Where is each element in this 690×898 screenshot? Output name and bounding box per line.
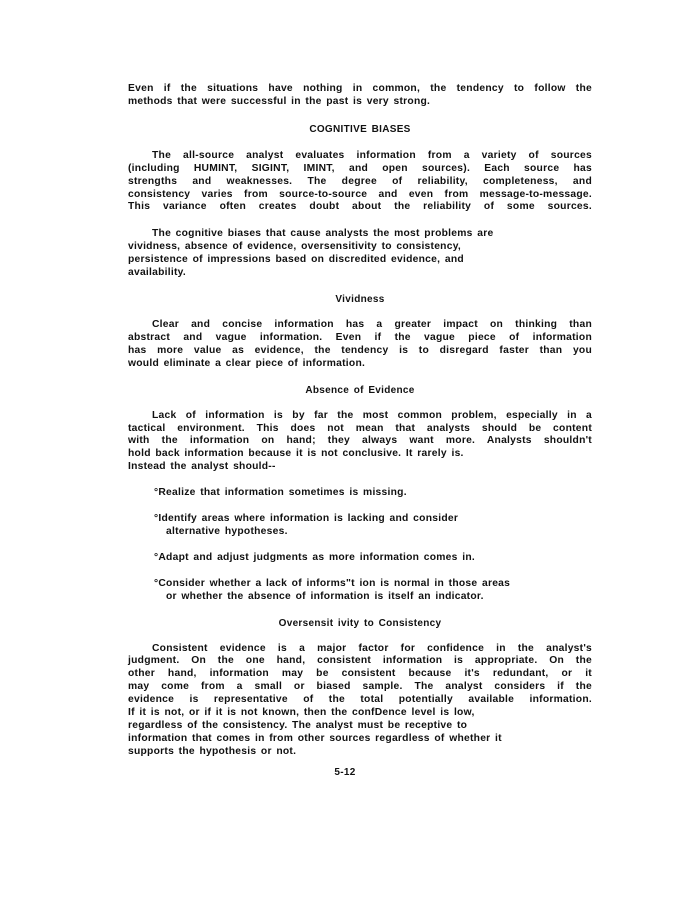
text-line: supports the hypothesis or not.	[128, 745, 297, 757]
list-item	[128, 513, 592, 539]
bullet-text: °Consider whether a lack of informs"t ion is normal in those areas	[154, 577, 511, 589]
text-line: (including HUMINT, SIGINT, IMINT, and open sources). Each source has	[128, 162, 592, 174]
text-line: hold back information because it is not conclusive. It rarely is.	[128, 448, 464, 460]
vividness-paragraph	[128, 319, 592, 371]
text-line: availability.	[128, 267, 187, 279]
list-item	[128, 487, 592, 500]
text-line: strengths and weaknesses. The degree of reliability, completeness, and	[128, 175, 592, 187]
text-line: vividness, absence of evidence, oversensitivity to consistency,	[128, 241, 462, 253]
text-line: Consistent evidence is a major factor for confidence in the analyst's	[152, 642, 592, 654]
intro-paragraph	[128, 83, 592, 109]
biases-paragraph	[128, 228, 592, 280]
text-line: evidence is representative of the total potentially available information.	[128, 694, 592, 706]
bullet-text: °Adapt and adjust judgments as more information comes in.	[154, 551, 476, 563]
text-line: The cognitive biases that cause analysts the most problems are	[152, 228, 494, 240]
oversensitivity-paragraph	[128, 643, 592, 759]
text-line: other hand, information may be consistent because it's redundant, or it	[128, 668, 592, 680]
section-heading: COGNITIVE BIASES	[309, 123, 411, 135]
bullet-list	[128, 487, 592, 603]
page-number: 5-12	[334, 767, 356, 778]
absence-paragraph	[128, 410, 592, 475]
bullet-text: or whether the absence of information is itself an indicator.	[166, 590, 484, 602]
subheading-vividness: Vividness	[335, 293, 385, 305]
text-line: The all-source analyst evaluates information from a variety of sources	[152, 149, 592, 161]
text-line: with the information on hand; they always want more. Analysts shouldn't	[128, 435, 592, 447]
text-line: has more value as evidence, the tendency is to disregard faster than you	[128, 344, 592, 356]
text-line: Instead the analyst should--	[128, 461, 276, 473]
text-line: abstract and vague information. Even if the vague piece of information	[128, 331, 592, 343]
text-line: may come from a small or biased sample. The analyst considers if the	[128, 681, 592, 693]
list-item	[128, 578, 592, 604]
bullet-text: alternative hypotheses.	[166, 525, 288, 537]
text-line: persistence of impressions based on discredited evidence, and	[128, 254, 464, 266]
text-line: If it is not, or if it is not known, then the confDence level is low,	[128, 707, 475, 719]
text-line: would eliminate a clear piece of information.	[128, 357, 366, 369]
text-line: Clear and concise information has a greater impact on thinking than	[152, 318, 592, 330]
document-page	[128, 83, 592, 759]
text-line: Even if the situations have nothing in common, the tendency to follow the	[128, 83, 592, 94]
bullet-text: °Realize that information sometimes is missing.	[154, 487, 407, 499]
text-line: tactical environment. This does not mean that analysts should be content	[128, 422, 592, 434]
subheading-oversensitivity: Oversensit ivity to Consistency	[278, 617, 442, 629]
text-line: consistency varies from source-to-source and even from message-to-message.	[128, 188, 592, 200]
text-line: Lack of information is by far the most common problem, especially in a	[152, 409, 592, 421]
text-line: methods that were successful in the past is very strong.	[128, 95, 431, 107]
list-item	[128, 552, 592, 565]
text-line: judgment. On the one hand, consistent information is appropriate. On the	[128, 655, 592, 667]
subheading-absence-of-evidence: Absence of Evidence	[305, 384, 415, 396]
all-source-paragraph	[128, 150, 592, 215]
text-line: information that comes in from other sources regardless of whether it	[128, 732, 502, 744]
bullet-text: °Identify areas where information is lacking and consider	[154, 513, 459, 525]
text-line: This variance often creates doubt about the reliability of some sources.	[128, 201, 592, 213]
text-line: regardless of the consistency. The analyst must be receptive to	[128, 720, 468, 731]
